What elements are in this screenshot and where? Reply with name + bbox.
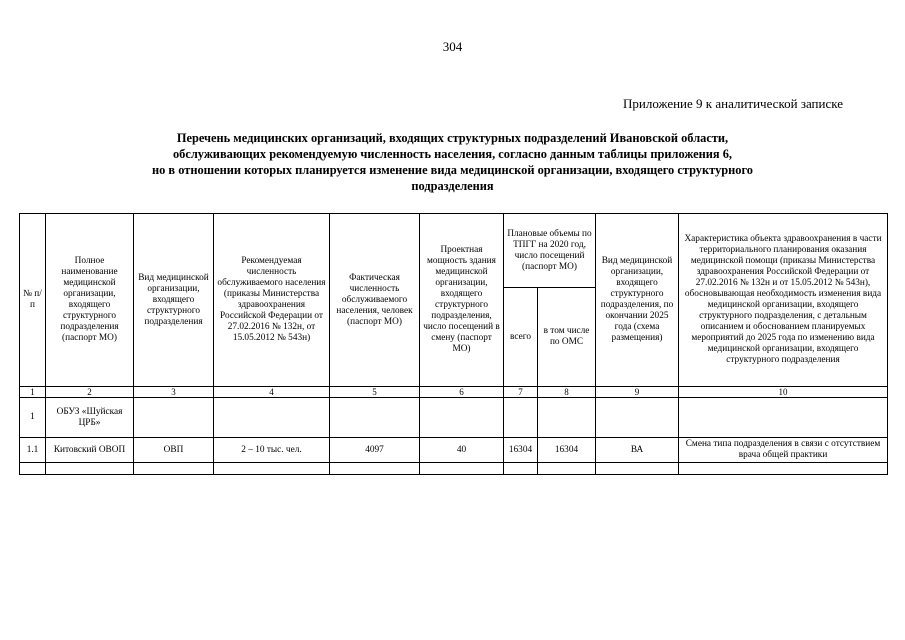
document-title <box>80 130 825 194</box>
row-description: Смена типа подразделения в связи с отсутствием врача общей практики <box>679 438 888 463</box>
row-org-name: ОБУЗ «Шуйская ЦРБ» <box>46 398 134 438</box>
title-line-3: но в отношении которых планируется изменение вида медицинской организации, входящего структурного <box>152 163 753 177</box>
header-row <box>20 214 888 288</box>
header-org-name: Полное наименование медицинской организации, входящего структурного подразделения (паспорт МО) <box>46 214 134 387</box>
empty-cell <box>504 463 538 475</box>
col-number: 3 <box>134 387 214 398</box>
header-total: всего <box>504 288 538 387</box>
row-num: 1 <box>20 398 46 438</box>
header-new-type: Вид медицинской организации, входящего структурного подразделения, по окончании 2025 года (схема размещения) <box>596 214 679 387</box>
col-number: 6 <box>420 387 504 398</box>
empty-cell <box>538 463 596 475</box>
row-recommended-population <box>214 398 330 438</box>
header-org-type: Вид медицинской организации, входящего структурного подразделения <box>134 214 214 387</box>
empty-cell <box>679 463 888 475</box>
col-number: 4 <box>214 387 330 398</box>
header-actual-population: Фактическая численность обслуживаемого населения, человек (паспорт МО) <box>330 214 420 387</box>
row-capacity <box>420 398 504 438</box>
col-number: 8 <box>538 387 596 398</box>
row-oms: 16304 <box>538 438 596 463</box>
table-row <box>20 398 888 438</box>
col-number: 7 <box>504 387 538 398</box>
header-planned-volumes: Плановые объемы по ТПГГ на 2020 год, число посещений (паспорт МО) <box>504 214 596 288</box>
row-new-type <box>596 398 679 438</box>
row-org-type <box>134 398 214 438</box>
empty-row <box>20 463 888 475</box>
col-number: 1 <box>20 387 46 398</box>
row-description <box>679 398 888 438</box>
row-actual-population <box>330 398 420 438</box>
empty-cell <box>330 463 420 475</box>
header-recommended-population: Рекомендуемая численность обслуживаемого населения (приказы Министерства здравоохранения Российской Федерации от 27.02.2016 № 132н, от 15.05.2012 № 543н) <box>214 214 330 387</box>
row-recommended-population: 2 – 10 тыс. чел. <box>214 438 330 463</box>
empty-cell <box>46 463 134 475</box>
empty-cell <box>20 463 46 475</box>
col-number: 5 <box>330 387 420 398</box>
col-number: 10 <box>679 387 888 398</box>
header-oms: в том числе по ОМС <box>538 288 596 387</box>
row-total <box>504 398 538 438</box>
appendix-label: Приложение 9 к аналитической записке <box>623 96 843 111</box>
col-number: 9 <box>596 387 679 398</box>
row-org-name: Китовский ОВОП <box>46 438 134 463</box>
organizations-table <box>19 213 888 475</box>
title-line-1: Перечень медицинских организаций, входящих структурных подразделений Ивановской области, <box>176 131 729 145</box>
row-total: 16304 <box>504 438 538 463</box>
empty-cell <box>420 463 504 475</box>
row-oms <box>538 398 596 438</box>
row-capacity: 40 <box>420 438 504 463</box>
empty-cell <box>214 463 330 475</box>
empty-cell <box>596 463 679 475</box>
title-line-4: подразделения <box>411 179 494 193</box>
row-org-type: ОВП <box>134 438 214 463</box>
empty-cell <box>134 463 214 475</box>
title-line-2: обслуживающих рекомендуемую численность населения, согласно данным таблицы приложения 6, <box>172 147 733 161</box>
header-description: Характеристика объекта здравоохранения в части территориального планирования оказания медицинской помощи (приказы Министерства здравоохранения Российской Федерации от 27.02.2016 № 132н и от 15.05.2012 № 543н), обосновывающая необходимость изменения вида медицинской организации, входящего структурного подразделения, с детальным описанием и обоснованием планируемых мероприятий до 2025 года по изменению вида медицинской организации, входящего структурного подразделения <box>679 214 888 387</box>
header-capacity: Проектная мощность здания медицинской организации, входящего структурного подразделения, число посещений в смену (паспорт МО) <box>420 214 504 387</box>
row-num: 1.1 <box>20 438 46 463</box>
column-number-row <box>20 387 888 398</box>
header-num: № п/п <box>20 214 46 387</box>
table-row <box>20 438 888 463</box>
row-actual-population: 4097 <box>330 438 420 463</box>
col-number: 2 <box>46 387 134 398</box>
row-new-type: ВА <box>596 438 679 463</box>
page-number: 304 <box>442 39 463 54</box>
